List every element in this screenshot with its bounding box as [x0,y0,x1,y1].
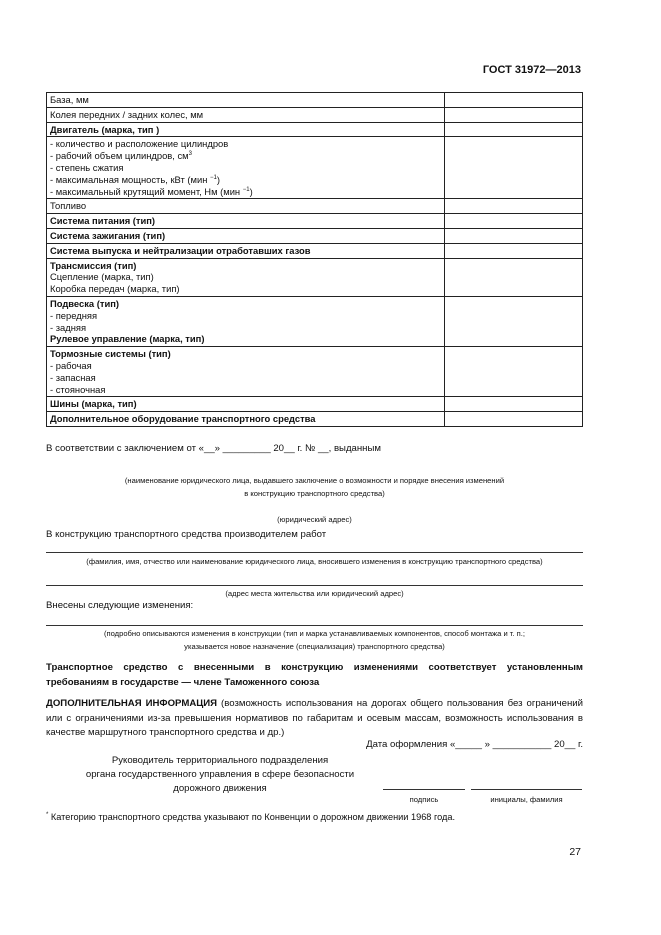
compliance-statement: Транспортное средство с внесенными в конструкцию изменениями соответствует установленным требованиям в государстве — члене Таможенного союза [46,662,583,688]
row-label [47,214,445,229]
value-cell [445,258,583,296]
vehicle-spec-table [46,92,583,427]
cell-text: Дополнительное оборудование транспортного средства [50,413,316,425]
additional-heading: ДОПОЛНИТЕЛЬНАЯ ИНФОРМАЦИЯ [46,698,218,709]
additional-text: (возможность использования на дорогах общего пользования без ограничений или с ограничениями из-за превышения нормативов по габаритам и осевым массам, возможность использования в качестве маршрутного транспортного средства и др.) [46,698,583,738]
signature-caption: подпись [409,795,439,804]
cell-text: Колея передних / задних колес, мм [50,108,204,120]
cell-line: Подвеска (тип) [50,297,120,309]
footnote-text: Категорию транспортного средства указывают по Конвенции о дорожном движении 1968 года. [48,812,456,822]
cell-text: Система выпуска и нейтрализации отработавших газов [50,244,311,256]
signatory-line: Руководитель территориального подразделения [111,755,329,766]
table-row [47,228,583,243]
table-row [47,412,583,427]
value-cell [445,93,583,108]
address-caption: (адрес места жительства или юридический адрес) [225,589,404,598]
changes-caption: указывается новое назначение (специализация) транспортного средства) [184,642,445,651]
cell-line: - максимальный крутящий момент, Нм (мин $^{-1}$) [50,185,253,197]
value-cell [445,228,583,243]
fill-line [46,552,583,553]
row-label [47,199,445,214]
row-label [47,93,445,108]
conclusion-line: В соответствии с заключением от «__» _________ 20__ г. № __, выданным [46,443,381,454]
cell-text: Топливо [50,200,87,212]
row-label [47,347,445,397]
cell-text: Шины (марка, тип) [50,398,137,410]
cell-line: - стояночная [50,383,106,395]
cell-line: Рулевое управление (марка, тип) [50,333,205,345]
name-caption: инициалы, фамилия [490,795,563,804]
legal-address-caption: (юридический адрес) [277,515,352,524]
row-label [47,296,445,346]
value-cell [445,137,583,199]
value-cell [445,214,583,229]
table-row [47,397,583,412]
table-row [47,296,583,346]
table-row [47,243,583,258]
cell-line: - количество и расположение цилиндров [50,138,229,150]
row-label [47,122,445,137]
changes-line: Внесены следующие изменения: [46,600,194,611]
value-cell [445,199,583,214]
value-cell [445,107,583,122]
signatory-line: органа государственного управления в сфере безопасности [85,769,355,780]
signature-line [383,789,465,790]
value-cell [445,347,583,397]
table-row [47,93,583,108]
value-cell [445,122,583,137]
date-line: Дата оформления «_____ » ___________ 20__ г. [366,739,583,750]
cell-line: Коробка передач (марка, тип) [50,283,180,295]
cell-line: - запасная [50,371,96,383]
fill-line [46,585,583,586]
cell-text: Система питания (тип) [50,215,156,227]
cell-line: - задняя [50,321,87,333]
table-row [47,137,583,199]
row-label [47,412,445,427]
fill-line [46,625,583,626]
value-cell [445,296,583,346]
footnote-mark: * [46,811,49,818]
table-row [47,199,583,214]
changes-caption: (подробно описываются изменения в конструкции (тип и марка устанавливаемых компонентов, способ монтажа и т. п.; [103,629,525,638]
signatory-line: дорожного движения [173,783,267,794]
row-label [47,107,445,122]
cell-text: База, мм [50,94,89,105]
value-cell [445,397,583,412]
table-row [47,258,583,296]
page-number: 27 [569,846,581,858]
standard-number: ГОСТ 31972—2013 [482,64,581,76]
row-label [47,258,445,296]
conclusion-caption: в конструкцию транспортного средства) [244,489,385,498]
cell-line: Трансмиссия (тип) [50,259,137,271]
conclusion-caption: (наименование юридического лица, выдавшего заключение о возможности и порядке внесения изменений [124,476,505,485]
value-cell [445,412,583,427]
cell-text: Двигатель (марка, тип ) [50,123,160,135]
cell-line: - передняя [50,309,98,321]
table-row [47,107,583,122]
footnote [46,812,455,822]
row-label [47,243,445,258]
cell-line: - степень сжатия [50,161,124,173]
name-line [471,789,582,790]
table-row [47,347,583,397]
value-cell [445,243,583,258]
cell-line: - максимальная мощность, кВт (мин $^{-1}$) [50,173,220,185]
cell-line: Сцепление (марка, тип) [50,271,154,283]
works-caption: (фамилия, имя, отчество или наименование юридического лица, вносившего изменения в конструкцию транспортного средства) [86,557,543,566]
signatory-block [70,754,370,796]
row-label [47,228,445,243]
row-label [47,137,445,199]
cell-line: - рабочая [50,359,92,371]
works-line: В конструкцию транспортного средства производителем работ [46,529,327,540]
table-row [47,214,583,229]
additional-info [46,697,583,741]
cell-text: Система зажигания (тип) [50,229,166,241]
row-label [47,397,445,412]
cell-line: Тормозные системы (тип) [50,348,171,360]
table-row [47,122,583,137]
cell-line: - рабочий объем цилиндров, $см^3$ [50,150,192,162]
